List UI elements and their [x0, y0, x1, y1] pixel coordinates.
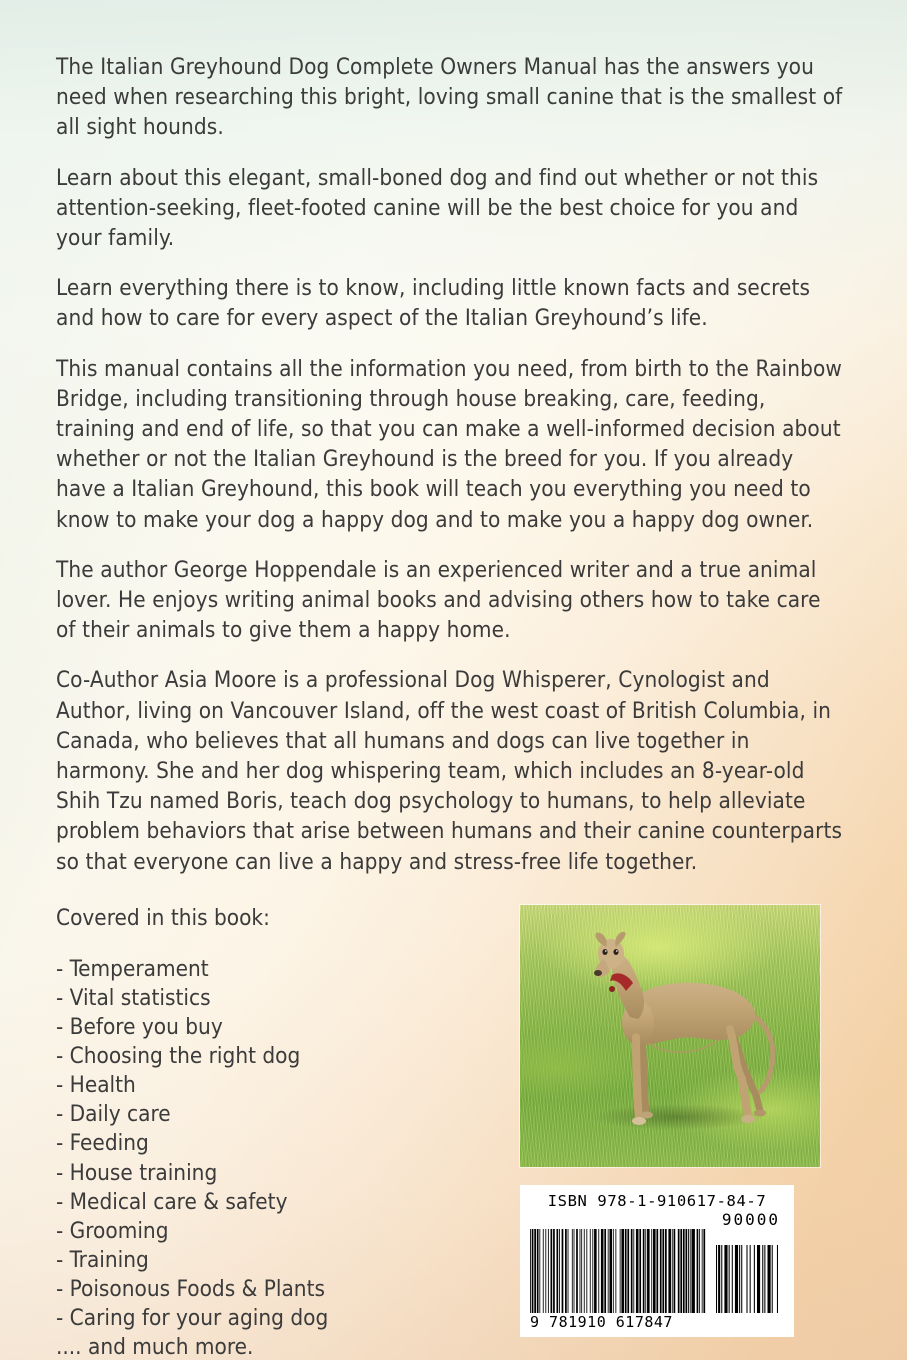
lower-section [56, 903, 847, 1362]
blurb-text [56, 52, 846, 877]
list-item: - Before you buy [56, 1014, 223, 1041]
list-item: - Temperament [56, 955, 209, 982]
contents-list-column [56, 903, 506, 1362]
list-item: - Feeding [56, 1130, 149, 1157]
isbn-number: ISBN 978-1-910617-84-7 [547, 1191, 767, 1210]
media-column [506, 903, 847, 1337]
list-item: - Training [56, 1246, 149, 1273]
list-item: - Poisonous Foods & Plants [56, 1275, 325, 1302]
list-item: - Medical care & safety [56, 1188, 288, 1215]
barcode-bars [530, 1229, 784, 1313]
blurb-paragraph: Learn everything there is to know, including little known facts and secrets and how to care for every aspect of the Italian Greyhound’s life. [56, 275, 811, 332]
ean13-bars [530, 1229, 706, 1313]
list-item: - Caring for your aging dog [56, 1305, 329, 1331]
list-item: - Choosing the right dog [56, 1043, 301, 1070]
dog-photo [520, 905, 820, 1167]
contents-heading: Covered in this book: [56, 904, 270, 931]
italian-greyhound-illustration [520, 905, 820, 1167]
contents-footer: .... and much more. [56, 1334, 254, 1361]
blurb-paragraph: Learn about this elegant, small-boned dog and find out whether or not this attention-seeking, fleet-footed canine will be the best choice for you and your family. [56, 164, 819, 252]
list-item: - House training [56, 1159, 218, 1186]
isbn-barcode [520, 1185, 794, 1337]
blurb-paragraph: Co-Author Asia Moore is a professional Dog Whisperer, Cynologist and Author, living on Vancouver Island, off the west coast of British Columbia, in Canada, who believes that all humans and dogs can live together in harmony. She and her dog whispering team, which includes an 8-year-old Shih Tzu named Boris, teach dog psychology to humans, to help alleviate problem behaviors that arise between humans and their canine counterparts so that everyone can live a happy and stress-free life together. [56, 667, 843, 875]
ean-digits: 9 781910 617847 [530, 1312, 673, 1331]
list-item: - Grooming [56, 1217, 169, 1244]
list-item: - Vital statistics [56, 984, 211, 1011]
price-code: 90000 [721, 1209, 780, 1229]
list-item: - Health [56, 1072, 136, 1099]
contents-list [56, 955, 506, 1333]
ean5-addon-bars [716, 1245, 778, 1313]
list-item: - Daily care [56, 1101, 171, 1128]
blurb-paragraph: The author George Hoppendale is an experienced writer and a true animal lover. He enjoys writing animal books and advising others how to take care of their animals to give them a happy home. [56, 556, 821, 644]
blurb-paragraph: The Italian Greyhound Dog Complete Owners Manual has the answers you need when researching this bright, loving small canine that is the smallest of all sight hounds. [56, 54, 843, 141]
blurb-paragraph: This manual contains all the information you need, from birth to the Rainbow Bridge, including transitioning through house breaking, care, feeding, training and end of life, so that you can make a well-informed decision about whether or not the Italian Greyhound is the breed for you. If you already have a Italian Greyhound, this book will teach you everything you need to know to make your dog a happy dog and to make you a happy dog owner. [56, 355, 843, 533]
